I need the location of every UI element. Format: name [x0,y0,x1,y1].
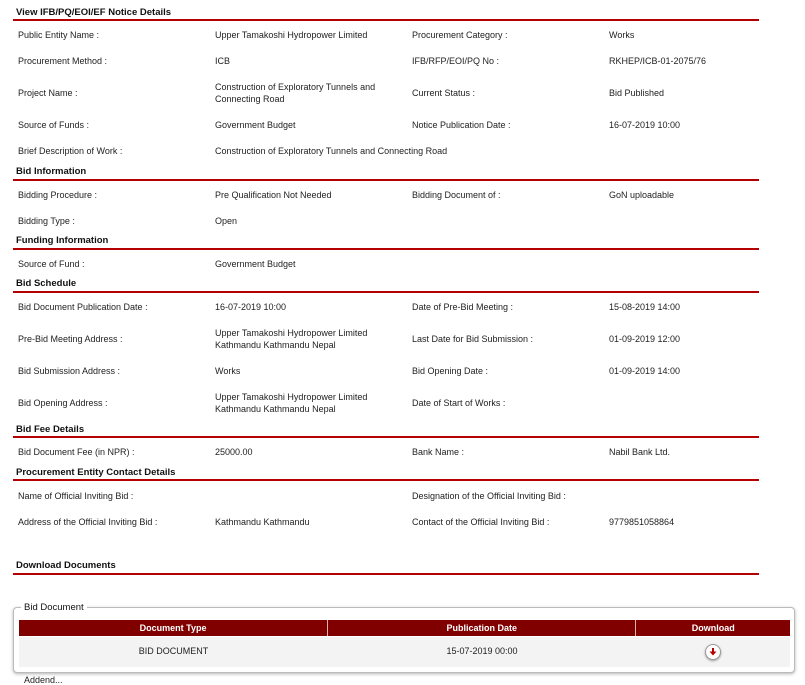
pre-bid-address-line1: Upper Tamakoshi Hydropower Limited [215,328,368,338]
submission-address-label: Bid Submission Address : [18,366,121,376]
section-title-bid-fee-details: Bid Fee Details [16,424,85,435]
official-name-label: Name of Official Inviting Bid : [18,491,134,501]
doc-publication-date-value: 16-07-2019 10:00 [215,302,287,312]
official-address-value: Kathmandu Kathmandu [215,517,310,527]
bank-name-label: Bank Name : [412,447,465,457]
brief-description-label: Brief Description of Work : [18,146,123,156]
publication-date-label: Notice Publication Date : [412,120,511,130]
bank-name-value: Nabil Bank Ltd. [609,447,671,457]
doc-publication-date-label: Bid Document Publication Date : [18,302,148,312]
procurement-category-label: Procurement Category : [412,30,508,40]
current-status-label: Current Status : [412,88,476,98]
start-of-works-label: Date of Start of Works : [412,398,506,408]
section-title-funding-information: Funding Information [16,235,109,246]
documents-table-header [19,620,790,636]
source-of-fund-value: Government Budget [215,259,296,269]
bidding-document-value: GoN uploadable [609,190,675,200]
current-status-value: Bid Published [609,88,665,98]
bid-document-legend: Bid Document [21,602,87,613]
doc-fee-value: 25000.00 [215,447,253,457]
section-title-bid-information: Bid Information [16,166,87,177]
section-divider [13,436,759,438]
official-address-label: Address of the Official Inviting Bid : [18,517,158,527]
source-of-fund-label: Source of Fund : [18,259,85,269]
brief-description-value: Construction of Exploratory Tunnels and Connecting Road [215,146,448,156]
download-cell [636,637,790,667]
column-header-download: Download [691,623,735,633]
section-divider [13,19,759,21]
source-of-funds-value: Government Budget [215,120,296,130]
opening-date-value: 01-09-2019 14:00 [609,366,681,376]
doc-fee-label: Bid Document Fee (in NPR) : [18,447,135,457]
opening-address-label: Bid Opening Address : [18,398,108,408]
pre-bid-meeting-date-label: Date of Pre-Bid Meeting : [412,302,514,312]
column-header-document-type: Document Type [19,620,328,636]
ifb-no-label: IFB/RFP/EOI/PQ No : [412,56,500,66]
last-submission-date-value: 01-09-2019 12:00 [609,334,681,344]
addendum-heading-partial: Addend... [24,675,63,685]
designation-label: Designation of the Official Inviting Bid : [412,491,566,501]
table-row [19,637,790,667]
procurement-method-label: Procurement Method : [18,56,108,66]
section-title-download-documents: Download Documents [16,560,116,571]
publication-date-cell: 15-07-2019 00:00 [446,646,518,656]
publication-date-value: 16-07-2019 10:00 [609,120,681,130]
project-name-label: Project Name : [18,88,78,98]
section-divider [13,479,759,481]
public-entity-label: Public Entity Name : [18,30,100,40]
opening-date-label: Bid Opening Date : [412,366,489,376]
source-of-funds-label: Source of Funds : [18,120,90,130]
pre-bid-meeting-date-value: 15-08-2019 14:00 [609,302,681,312]
official-contact-value: 9779851058864 [609,517,675,527]
ifb-no-value: RKHEP/ICB-01-2075/76 [609,56,707,66]
submission-address-value: Works [215,366,241,376]
project-name-value-line1: Construction of Exploratory Tunnels and [215,82,376,92]
download-arrow-icon[interactable] [705,644,721,660]
section-divider [13,573,759,575]
procurement-method-value: ICB [215,56,231,66]
bidding-document-label: Bidding Document of : [412,190,501,200]
section-title-contact-details: Procurement Entity Contact Details [16,467,176,478]
section-title-notice-details: View IFB/PQ/EOI/EF Notice Details [16,7,172,18]
official-contact-label: Contact of the Official Inviting Bid : [412,517,550,527]
pre-bid-address-line2: Kathmandu Kathmandu Nepal [215,340,336,350]
procurement-category-value: Works [609,30,635,40]
public-entity-value: Upper Tamakoshi Hydropower Limited [215,30,368,40]
section-divider [13,291,759,293]
opening-address-line2: Kathmandu Kathmandu Nepal [215,404,336,414]
project-name-value-line2: Connecting Road [215,94,285,104]
bidding-procedure-value: Pre Qualification Not Needed [215,190,332,200]
bidding-type-value: Open [215,216,238,226]
column-header-publication-date: Publication Date [328,620,636,636]
bidding-procedure-label: Bidding Procedure : [18,190,98,200]
bidding-type-label: Bidding Type : [18,216,75,226]
pre-bid-address-label: Pre-Bid Meeting Address : [18,334,123,344]
opening-address-line1: Upper Tamakoshi Hydropower Limited [215,392,368,402]
last-submission-date-label: Last Date for Bid Submission : [412,334,534,344]
document-type-cell: BID DOCUMENT [138,646,209,656]
section-title-bid-schedule: Bid Schedule [16,278,77,289]
section-divider [13,179,759,181]
section-divider [13,248,759,250]
